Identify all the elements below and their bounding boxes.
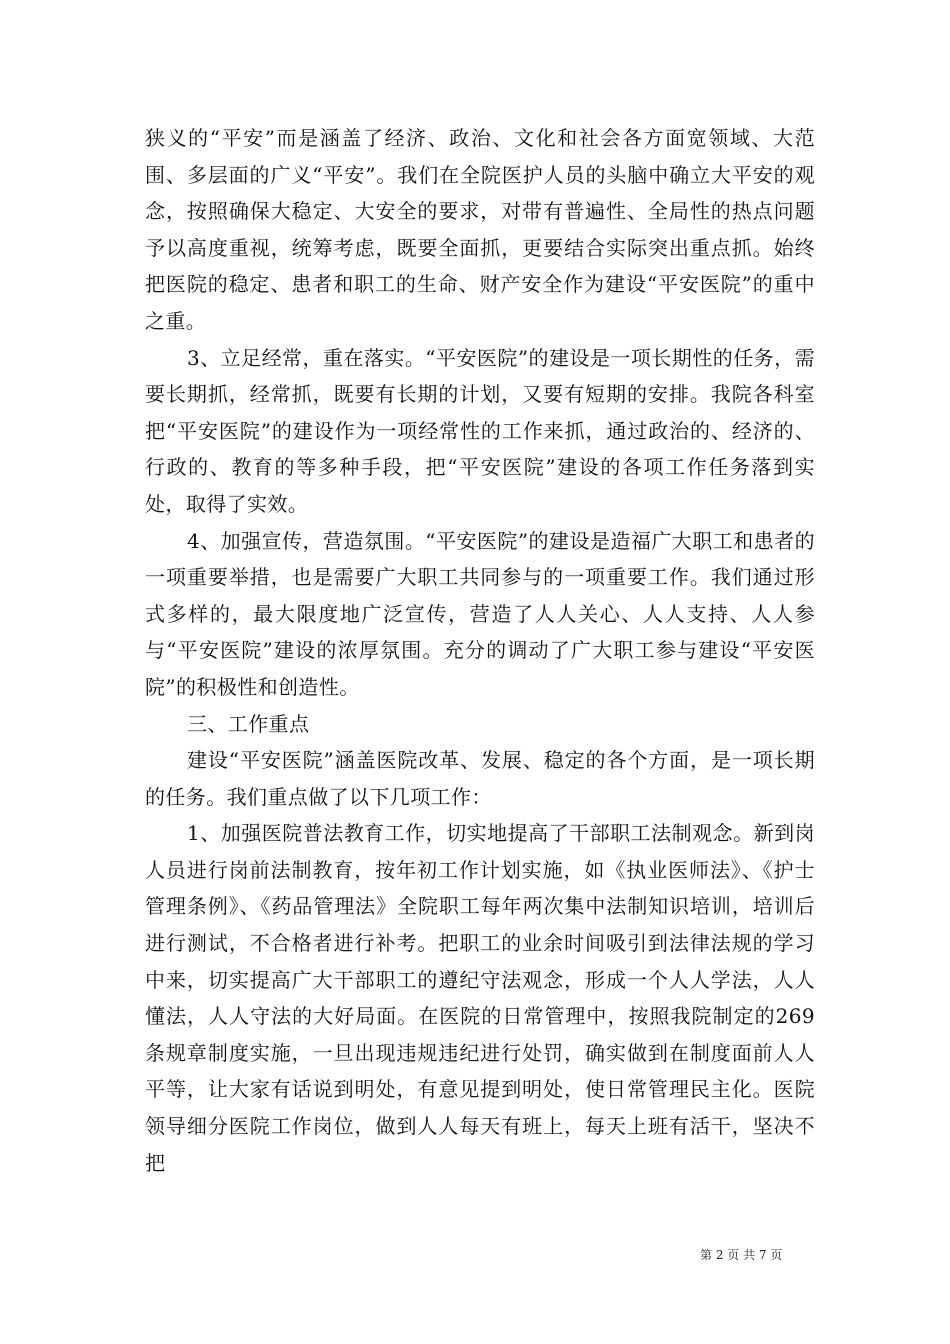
paragraph-work-item-1: 1、加强医院普法教育工作，切实地提高了干部职工法制观念。新到岗人员进行岗前法制教育，按年初工作计划实施，如《执业医师法》、《护士管理条例》、《药品管理法》全院职工每年两次集中法制知识培训，培训后进行测试，不合格者进行补考。把职工的业余时间吸引到法律法规的学习中来，切实提高广大干部职工的遵纪守法观念，形成一个人人学法，人人懂法，人人守法的大好局面。在医院的日常管理中，按照我院制定的269条规章制度实施，一旦出现违规违纪进行处罚，确实做到在制度面前人人平等，让大家有话说到明处，有意见提到明处，使日常管理民主化。医院领导细分医院工作岗位，做到人人每天有班上，每天上班有活干，坚决不把 — [145, 821, 815, 1175]
paragraph-point-4: 4、加强宣传，营造氛围。“平安医院”的建设是造福广大职工和患者的一项重要举措，也是需要广大职工共同参与的一项重要工作。我们通过形式多样的，最大限度地广泛宣传，营造了人人关心、人人支持、人人参与“平安医院”建设的浓厚氛围。充分的调动了广大职工参与建设“平安医院”的积极性和创造性。 — [145, 528, 815, 699]
section-heading: 三、工作重点 — [187, 711, 310, 736]
paragraph-section-intro: 建设“平安医院”涵盖医院改革、发展、稳定的各个方面，是一项长期的任务。我们重点做了以下几项工作： — [145, 748, 815, 809]
paragraph-continuation: 狭义的“平安”而是涵盖了经济、政治、文化和社会各方面宽领域、大范围、多层面的广义“平安”。我们在全院医护人员的头脑中确立大平安的观念，按照确保大稳定、大安全的要求，对带有普遍性、全局性的热点问题予以高度重视，统筹考虑，既要全面抓，更要结合实际突出重点抓。始终把医院的稳定、患者和职工的生命、财产安全作为建设“平安医院”的重中之重。 — [145, 126, 815, 333]
document-body — [145, 120, 815, 1181]
page-number-footer: 第 2 页 共 7 页 — [700, 1248, 783, 1262]
paragraph-point-3: 3、立足经常，重在落实。“平安医院”的建设是一项长期性的任务，需要长期抓，经常抓，既要有长期的计划，又要有短期的安排。我院各科室把“平安医院”的建设作为一项经常性的工作来抓，通过政治的、经济的、行政的、教育的等多种手段，把“平安医院”建设的各项工作任务落到实处，取得了实效。 — [145, 345, 815, 516]
